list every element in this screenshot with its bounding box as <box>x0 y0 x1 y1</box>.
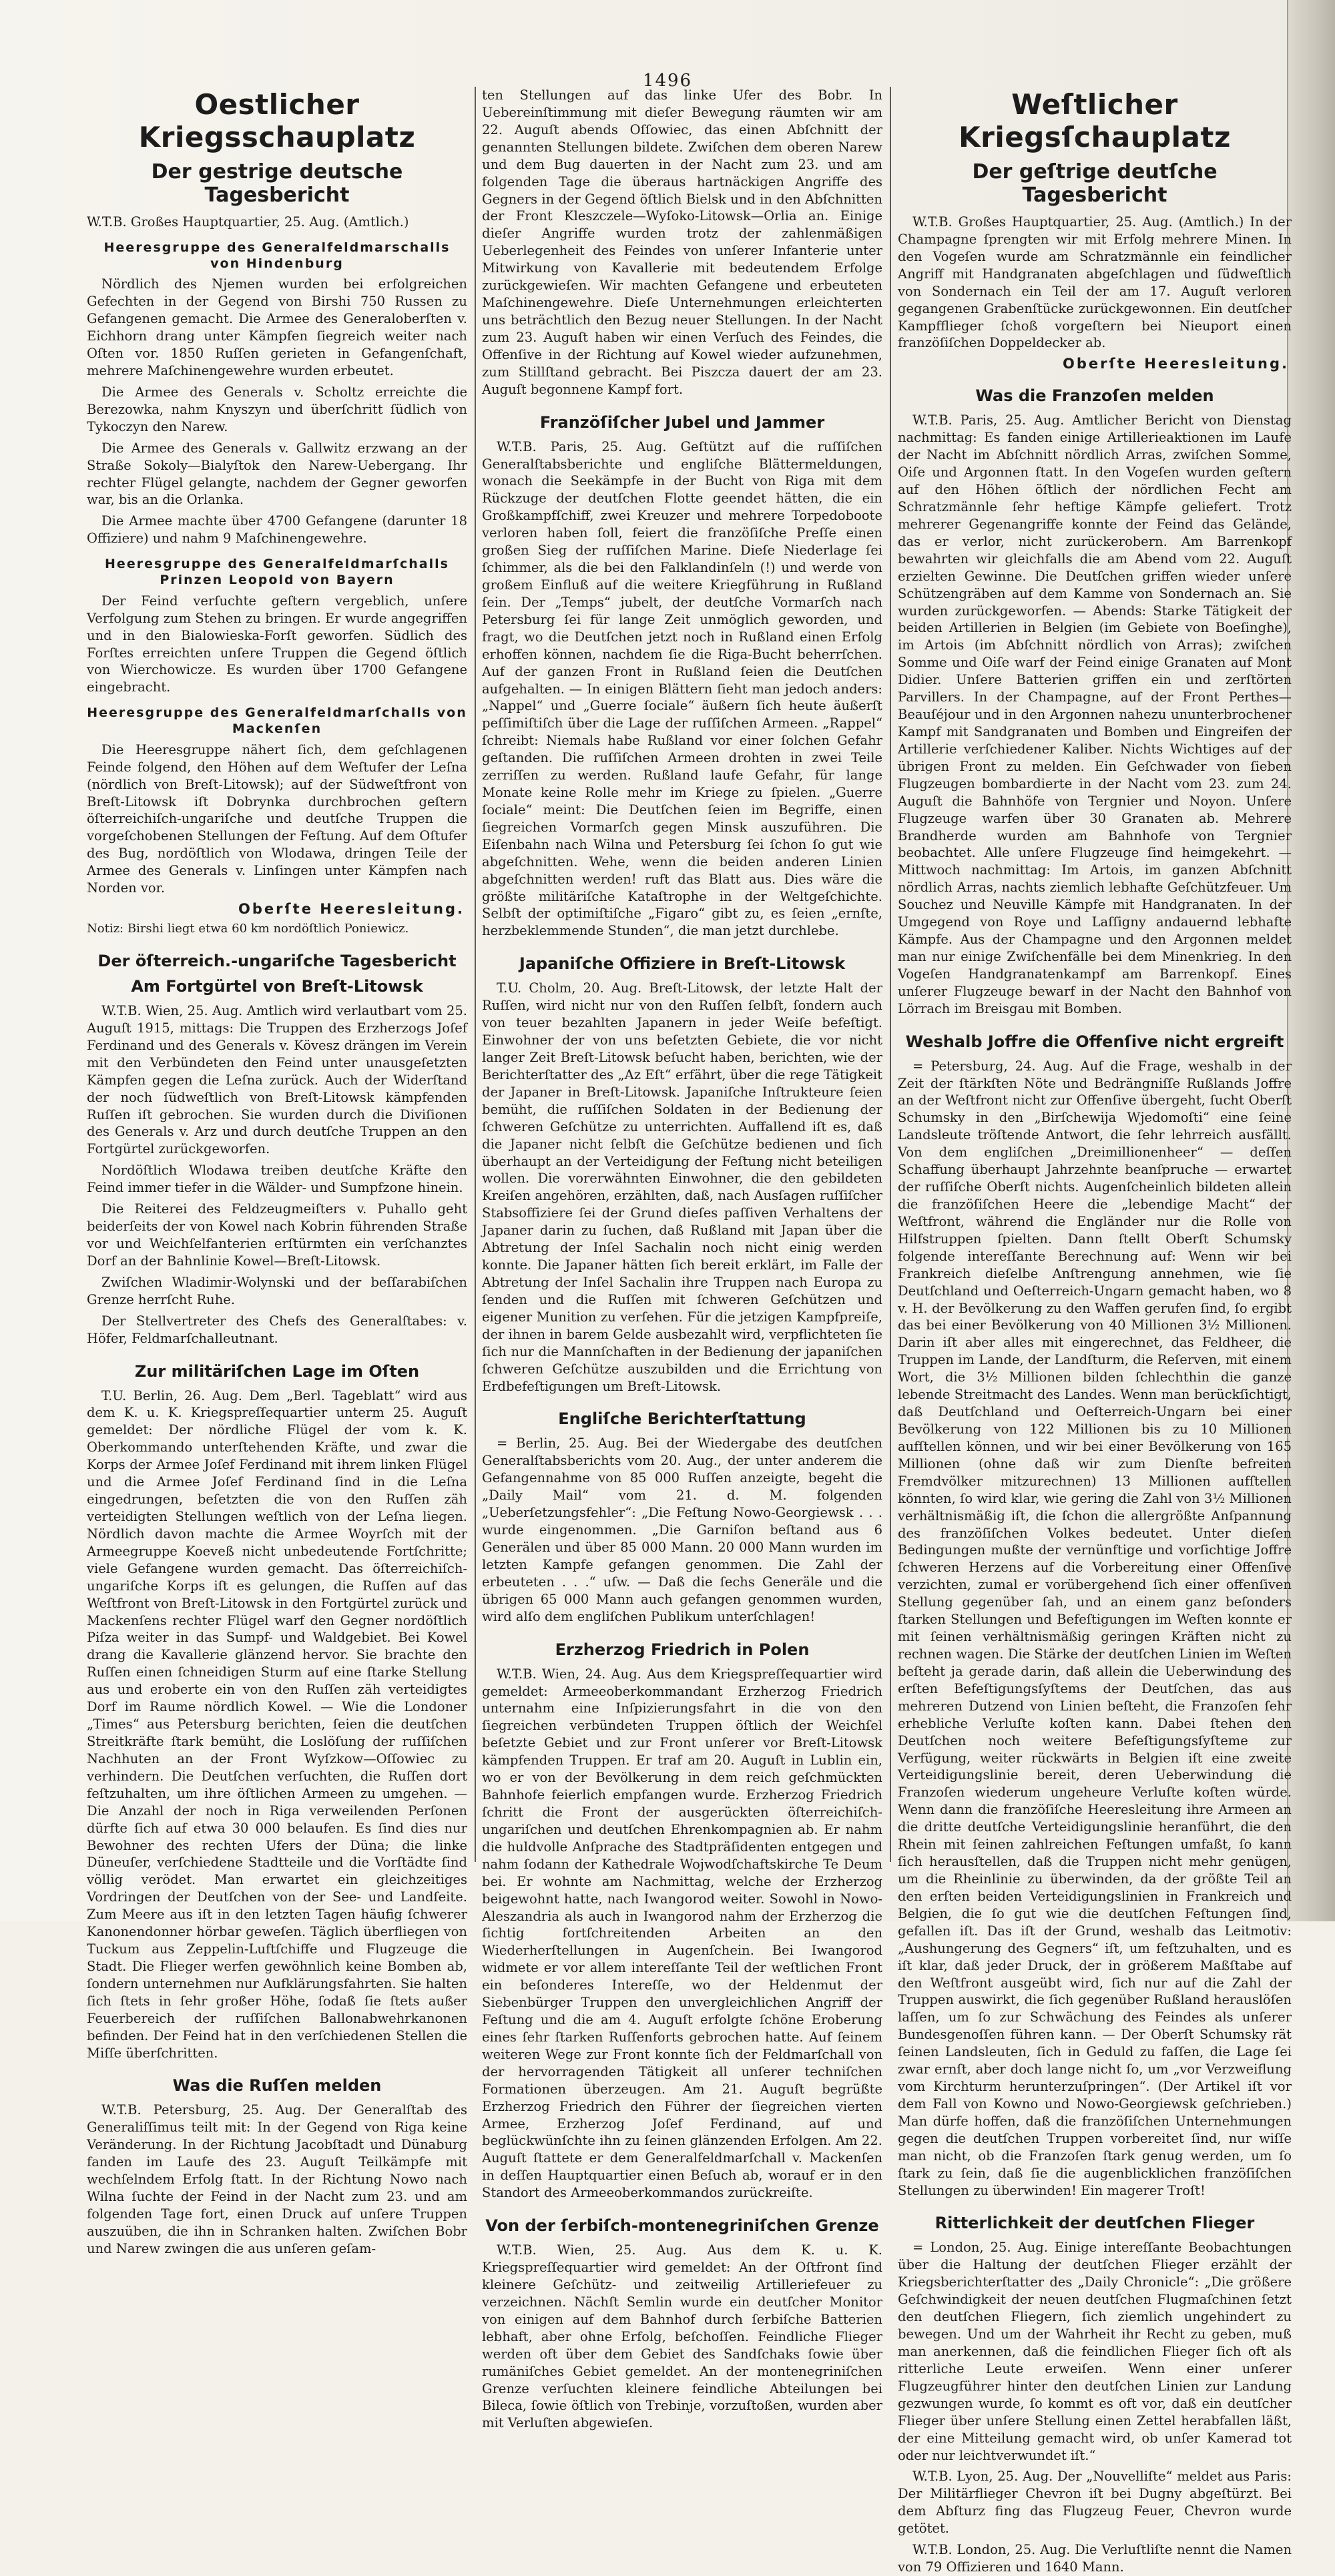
paragraph: Zwiſchen Wladimir-Wolynski und der beſſarabiſchen Grenze herrſcht Ruhe. <box>87 1274 467 1307</box>
western-front-title: Weſtlicher Kriegsſchauplatz <box>959 88 1231 153</box>
paragraph: W.T.B. Lyon, 25. Aug. Der „Nouvelliſte“ meldet aus Paris: Der Militärflieger Chevron iſt bei Dugny abgeſtürzt. Bei dem Abſturz fing das Flugzeug Feuer, Chevron wurde getötet. <box>898 2469 1292 2537</box>
french-joy-heading: Franzöſiſcher Jubel und Jammer <box>539 412 825 432</box>
column-divider-right <box>890 87 891 1862</box>
paragraph: Die Heeresgruppe nähert ſich, dem geſchlagenen Feinde folgend, den Höhen auf dem Weſtufer der Leſna (nördlich von Breſt-Litowsk); auf der Südweſtfront von Breſt-Litowsk iſt Dobrynka durchbrochen geſtern öſterreichiſch-ungariſche und deutſche Truppen die vorgeſchobenen Stellungen der Feſtung. Auf dem Oſtufer des Bug, nordöſtlich von Wlodawa, dringen Teile der Armee des Generals v. Linſingen unter Kämpfen nach Norden vor. <box>87 741 467 896</box>
dateline: W.T.B. Großes Hauptquartier, 25. Aug. (Amtlich.) <box>87 214 409 230</box>
paragraph: = Petersburg, 24. Aug. Auf die Frage, weshalb in der Zeit der ſtärkſten Nöte und Bedrängniſſe Rußlands Joffre an der Weſtfront nicht zur Offenſive übergeht, ſucht Oberſt Schumsky in den „Birſchewija Wjedomoſti“ eine ſeine Landsleute tröſtende Antwort, die ſehr lehrreich ausfällt. Von dem engliſchen „Dreimillionenheer“ — deſſen Schaffung überhaupt Jahrzehnte beanſpruche — erwartet der ruſſiſche Oberſt nichts. Augenſcheinlich bildeten allein die franzöſiſchen Heere die „lebendige Macht“ der Weſtfront, während die Engländer nur die Rolle von Hilfstruppen ſpielten. Dann ſtellt Oberſt Schumsky folgende intereſſante Berechnung auf: Wenn wir bei Frankreich dieſelbe Anſtrengung annehmen, wie ſie Deutſchland und Oeſterreich-Ungarn gemacht haben, wo 8 v. H. der Bevölkerung zu den Waffen gerufen ſind, ſo ergibt das bei einer Bevölkerung von 40 Millionen 3½ Millionen. Darin iſt aber alles mit eingerechnet, das Feldheer, die Truppen im Lande, der Landſturm, die Reſerven, mit einem Wort, die 3½ Millionen bilden ſchlechthin die ganze lebende Streitmacht des Landes. Wenn man berückſichtigt, daß Deutſchland und Oeſterreich-Ungarn bei einer Bevölkerung von 122 Millionen bis zu 10 Millionen aufſtellen können, und wir bei einer Bevölkerung von 165 Millionen (ohne daß wir zum Dienſte befreiten Fremdvölker mitzurechnen) 13 Millionen aufſtellen könnten, ſo wird klar, wie gering die Zahl von 3½ Millionen verhältnismäßig iſt, die ſchon die allergrößte Anſpannung des franzöſiſchen Volkes bedeutet. Unter dieſen Bedingungen mußte der vernünftige und vorſichtige Joffre ſchweren Herzens auf die Vorbereitung einer Offenſive verzichten, zumal er vorübergehend ſich einer offenſiven Stellung gegenüber ſah, und an einem ganz beſonders ſtarken Stellungen und Befeſtigungen im Weſten konnte er mit ſeinen verhältnismäßig geringen Kräften nicht zu rechnen wagen. Die Stärke der deutſchen Linien im Weſten beſteht ja gerade darin, daß allein die Ueberwindung des erſten Befeſtigungsſyſtems der Deutſchen, das aus mehreren Dutzend von Linien beſteht, die Franzoſen ſehr erhebliche Verluſte koſten kann. Dabei ſtehen den Deutſchen noch weitere Befeſtigungsſyſteme zur Verfügung, weiter rückwärts in Belgien iſt eine zweite Verteidigungslinie bereit, deren Ueberwindung die Franzoſen wiederum ungeheure Verluſte koſten würde. Wenn dann die franzöſiſche Heeresleitung ihre Armeen an die dritte deutſche Verteidigungslinie heranführt, die den Rhein mit ſeinen zahlreichen Feſtungen umfaßt, ſo kann ſich herausſtellen, daß die Truppen nicht mehr genügen, um die Rheinlinie zu überwinden, da der größte Teil an den erſten beiden Verteidigungslinien in Frankreich und Belgien, die ſo gut wie die deutſchen Feſtungen ſind, gefallen iſt. Das iſt der Grund, weshalb das Leitmotiv: „Aushungerung des Gegners“ iſt, um feſtzuhalten, und es iſt klar, daß jeder Druck, der in größerem Maßſtabe auf den Weſtfront ausgeübt wird, ſich nur auf die Zahl der Truppen auswirkt, die ſich gegenüber Rußland herauslöſen laſſen, um ſo zur Schwächung des Feindes als unſerer Bundesgenoſſen führen kann. — Der Oberſt Schumsky rät ſeinen Landsleuten, ſich in Geduld zu faſſen, die Lage ſei zwar ernſt, aber doch lange nicht ſo, um „vor Verzweiflung vom Kirchturm herunterzuſpringen“. (Der Artikel iſt vor dem Fall von Kowno und Nowo-Georgiewsk geſchrieben.) Man dürfe hoffen, daß die franzöſiſchen Unternehmungen gegen die deutſchen Truppen vorbereitet ſind, nur wiſſe man nicht, ob die Franzoſen ſtark genug werden, um ſo ſtark zu ſein, daß ſie die augenblicklichen franzöſiſchen Stellungen zu überwinden! Ein magerer Troſt! <box>898 1058 1292 2198</box>
army-group-mackensen-heading: Heeresgruppe des Generalfeldmarſchalls von Mackenſen <box>87 705 467 737</box>
paragraph: = London, 25. Aug. Einige intereſſante Beobachtungen über die Haltung der deutſchen Flieger erzählt der Kriegsberichterſtatter des „Daily Chronicle“: „Die größere Geſchwindigkeit der neuen deutſchen Flugmaſchinen ſetzt den deutſchen Fliegern, ſich ziemlich ungehindert zu bewegen. Und um der Wahrheit ihr Recht zu geben, muß man anerkennen, daß die feindlichen Flieger ſich oft als ritterliche Leute erweiſen. Wenn einer unſerer Flugzeugführer hinter den deutſchen Linien zur Landung gezwungen wurde, ſo kommt es oft vor, daß ein deutſcher Flieger über unſere Stellung einen Zettel herabfallen läßt, der eine Mitteilung gemacht wird, ob unſer Kamerad tot oder nur leichtverwundet iſt.“ <box>898 2240 1292 2463</box>
paragraph: W.T.B. Petersburg, 25. Aug. Der Generalſtab des Generaliſſimus teilt mit: In der Gegend von Riga keine Veränderung. In der Richtung Jacobſtadt und Dünaburg fanden im Laufe des 23. Auguſt Teilkämpfe mit wechſelndem Erfolg ſtatt. In der Richtung Nowo nach Wilna ſuchte der Feind in der Nacht zum 23. und am folgenden Tage fort, einen Druck auf unſere Truppen auszuüben, die ihn in Schranken halten. Zwiſchen Bobr und Narew zwingen die aus unſeren geſam- <box>87 2102 467 2256</box>
army-group-hindenburg-heading: Heeresgruppe des Generalfeldmarschalls von Hindenburg <box>103 240 451 271</box>
column-left <box>87 87 467 2256</box>
french-reports-heading: Was die Franzoſen melden <box>975 386 1214 406</box>
chivalry-aviators-heading: Ritterlichkeit der deutſchen Flieger <box>934 2214 1255 2233</box>
paragraph: Die Armee machte über 4700 Gefangene (darunter 18 Offiziere) und nahm 9 Maſchinengewehre. <box>87 513 467 547</box>
signature-deputy-chief: Der Stellvertreter des Chefs des Generalſtabes: v. Höfer, Feldmarſchalleutnant. <box>87 1313 467 1346</box>
column-right <box>898 87 1292 2575</box>
paragraph: W.T.B. Großes Hauptquartier, 25. Aug. (Amtlich.) In der Champagne ſprengten wir mit Erfolg mehrere Minen. In den Vogeſen wurde am Schratzmännle ein feindlicher Angriff mit Handgranaten abgeſchlagen und ſüdweſtlich von Sondernach ein Teil der am 17. Auguſt verloren gegangenen Grabenſtücke zurückgewonnen. Ein deutſcher Kampfflieger ſchoß vorgeſtern bei Nieuport einen franzöſiſchen Doppeldecker ab. <box>898 214 1292 351</box>
german-daily-report-heading-west: Der geſtrige deutſche Tagesbericht <box>972 160 1218 207</box>
paragraph: W.T.B. Wien, 24. Aug. Aus dem Kriegspreſſequartier wird gemeldet: Armeeoberkommandant Erzherzog Friedrich unternahm eine Inſpizierungsfahrt in die von den ſiegreichen verbündeten Truppen öſtlich der Weichſel beſetzte Gebiet und zur Front unſerer vor Breſt-Litowsk kämpfenden Truppen. Er traf am 20. Auguſt in Lublin ein, wo er von der Bevölkerung in dem reich geſchmückten Bahnhofe feierlich empfangen wurde. Erzherzog Friedrich ſchritt die Front der ausgerückten öſterreichiſch-ungariſchen und deutſchen Ehrenkompagnien ab. Er nahm die huldvolle Anſprache des Stadtpräſidenten entgegen und nahm ſodann der Kathedrale Wojwodſchaftskirche Te Deum bei. Er wohnte am Nachmittag, welche der Erzherzog beigewohnt hatte, nach Iwangorod weiter. Sowohl in Nowo-Aleszandria als auch in Iwangorod nahm der Erzherzog die ſichtig fortſchreitenden Arbeiten an den Wiederherſtellungen in Augenſchein. Bei Iwangorod widmete er vor allem intereſſante Teil der weſtlichen Front ein beſonderes Intereſſe, wo der Heldenmut der Siebenbürger Truppen den unvergleichlichen Angriff der Feſtung und die am 4. Auguſt erfolgte ſchöne Eroberung eines ſehr ſtarken Ruſſenforts gebrochen hatte. Auf ſeinem weiteren Wege zur Front konnte ſich der Feldmarſchall von der hervorragenden Tätigkeit all unſerer techniſchen Formationen überzeugen. Am 21. Auguſt begrüßte Erzherzog Friedrich den Führer der ſiegreichen vierten Armee, Erzherzog Joſef Ferdinand, auf und beglückwünſchte ihn zu ſeinen glänzenden Erfolgen. Am 22. Auguſt ſtattete er dem Generalfeldmarſchall v. Mackenſen in deſſen Hauptquartier einen Beſuch ab, worauf er in den Standort des Armeeoberkommandos zurückreiſte. <box>482 1666 882 2201</box>
german-daily-report-heading: Der gestrige deutsche Tagesbericht <box>151 160 403 207</box>
paragraph: = Berlin, 25. Aug. Bei der Wiedergabe des deutſchen Generalſtabsberichts vom 20. Aug., der unter anderem die Gefangennahme von 85 000 Ruſſen anzeigte, begeht die „Daily Mail“ vom 21. d. M. folgenden „Ueberſetzungsfehler“: „Die Feſtung Nowo-Georgiewsk . . . wurde eingenommen. „Die Garniſon beſtand aus 6 Generälen und über 85 000 Mann. 20 000 Mann wurden im letzten Kampfe gefangen genommen. Die Zahl der erbeuteten . . .“ uſw. — Daß die ſechs Generäle und die übrigen 65 000 Mann auch gefangen genommen wurden, wird alſo dem engliſchen Publikum unterſchlagen! <box>482 1435 882 1624</box>
paragraph: T.U. Berlin, 26. Aug. Dem „Berl. Tageblatt“ wird aus dem K. u. K. Kriegspreſſequartier unterm 25. Auguſt gemeldet: Der nördliche Flügel der vom k. K. Oberkommando unterſtehenden Kräfte, und zwar die Korps der Armee Joſef Ferdinand mit ihrem linken Flügel und die Armee Joſef Ferdinand ſind in die Leſna eingedrungen, beſetzten die von den Ruſſen zäh verteidigten Stellungen weſtlich von der Leſna liegen. Nördlich davon machte die Armee Woyrſch mit der Armeegruppe Koeveß nicht unbedeutende Fortſchritte; viele Gefangene wurden gemacht. Das öſterreichiſch-ungariſche Korps iſt es gelungen, die Ruſſen auf das Weſtfront von Breſt-Litowsk in den Fortgürtel zurück und Mackenſens rechter Flügel warf den Gegner nordöſtlich Piſza weiter in das Sumpf- und Waldgebiet. Bei Kowel drang die Kavallerie glänzend hervor. Sie brachte den Ruſſen einen ſchneidigen Sturm auf eine ſtarke Stellung aus und eroberte ein von den Ruſſen zäh verteidigtes Dorf im Raume nördlich Kowel. — Wie die Londoner „Times“ aus Petersburg berichten, ſeien die deutſchen Streitkräfte ſtark bemüht, die Loslöſung der ruſſiſchen Nachhuten an der Front Wyſzkow—Oſſowiec zu verhindern. Die Deutſchen verſuchten, die Ruſſen dort feſtzuhalten, um ihre öſtlichen Armeen zu umgehen. — Die Anzahl der noch in Riga verweilenden Perſonen dürfte ſich auf etwa 30 000 belaufen. Es ſind dies nur Bewohner des rechten Ufers der Düna; die linke Düneuſer, verſchiedene Stadtteile und die Vorſtädte ſind völlig verödet. Man erwartet ein gleichzeitiges Vordringen der Deutſchen von der See- und Landſeite. Zum Meere aus iſt in den letzten Tagen häufig ſchwerer Kanonendonner hörbar geweſen. Täglich überfliegen von Tuckum aus Zeppelin-Luftſchiffe und Flugzeuge die Stadt. Die Flieger werfen gewöhnlich keine Bomben ab, ſondern unternehmen nur Aufklärungsfahrten. Sie halten ſich ſtets in ſehr großer Höhe, ſodaß ſie ſtets außer Feuerbereich der ruſſiſchen Ballonabwehrkanonen befinden. Der Feind hat in den verſchiedenen Stellen die Miſſe überſchritten. <box>87 1387 467 2061</box>
japanese-officers-heading: Japaniſche Offiziere in Breſt-Litowsk <box>519 954 846 974</box>
paragraph: Der Feind verſuchte geſtern vergeblich, unſere Verfolgung zum Stehen zu bringen. Er wurde angegriffen und in den Bialowieska-Forſt geworfen. Südlich des Forſtes erreichten unſere Truppen die Gegend öſtlich von Wierchowicze. Es wurden über 1700 Gefangene eingebracht. <box>87 593 467 695</box>
english-reporting-heading: Engliſche Berichterſtattung <box>558 1409 806 1429</box>
paragraph: W.T.B. Wien, 25. Aug. Amtlich wird verlautbart vom 25. Auguſt 1915, mittags: Die Truppen des Erzherzogs Joſef Ferdinand und des Generals v. Kövesz drängen im Verein mit den Verbündeten den Feind unter unausgeſetzten Kämpfen gegen die Leſna zurück. Auch der Widerſtand der noch ſüdweſtlich von Breſt-Litowsk kämpfenden Ruſſen iſt gebrochen. Sie wurden durch die Diviſionen des Generals v. Arz und durch deutſche Truppen an den Fortgürtel zurückgeworfen. <box>87 1003 467 1157</box>
signature-high-command: Oberſte Heeresleitung. <box>238 901 465 918</box>
paragraph: W.T.B. Paris, 25. Aug. Geſtützt auf die ruſſiſchen Generalſtabsberichte und engliſche Blättermeldungen, wonach die Seekämpfe in der Bucht von Riga mit dem Rückzuge der deutſchen Flotte geendet hätten, die ein Großkampfſchiff, zwei Kreuzer und mehrere Torpedoboote verloren haben ſoll, feiert die franzöſiſche Preſſe einen großen Sieg der ruſſiſchen Marine. Dieſe Niederlage ſei ſchimmer, als die bei den Falklandinſeln (!) und werde von großem Einfluß auf die weitere Kriegführung in Rußland ſein. Der „Temps“ jubelt, der deutſche Vormarſch nach Petersburg ſei für lange Zeit unmöglich geworden, und fragt, wo die Deutſchen jetzt noch in Rußland einen Erfolg erhoffen können, nachdem ſie die Riga-Bucht beherrſchen. Auf der ganzen Front in Rußland ſeien die Deutſchen aufgehalten. — In einigen Blättern ſieht man jedoch anders: „Nappel“ und „Guerre ſociale“ äußern ſich heute äußerſt peſſimiſtiſch über die Lage der ruſſiſchen Armeen. „Rappel“ ſchreibt: Niemals habe Rußland vor einer ſolchen Gefahr geſtanden. Die ruſſiſchen Armeen drohten in zwei Teile zerriſſen zu werden. Rußland laufe Gefahr, für lange Monate keine Rolle mehr im Kriege zu ſpielen. „Guerre ſociale“ meint: Die Deutſchen ſeien im Begriffe, einen ſiegreichen Vormarſch gegen Minsk auszuführen. Die Eiſenbahn nach Wilna und Petersburg ſei ſchon ſo gut wie abgeſchnitten. Wehe, wenn die beiden anderen Linien abgeſchnitten werden! ruft das Blatt aus. Dies wäre die größte militäriſche Kataſtrophe in der Weltgeſchichte. Selbſt der optimiſtiſche „Figaro“ gibt zu, es ſeien „ernſte, herzbeklemmende Stunden“, die man jetzt durchlebe. <box>482 438 882 939</box>
paragraph-continued: ten Stellungen auf das linke Ufer des Bobr. In Uebereinſtimmung mit dieſer Bewegung räumten wir am 22. Auguſt abends Oſſowiec, das einen Abſchnitt der genannten Stellungen bildete. Zwiſchen dem oberen Narew und dem Bug dauerten in der Nacht zum 23. und am folgenden Tage die überaus hartnäckigen Angriffe des Gegners in der Gegend öſtlich Bielsk und in den Abſchnitten der Front Kleszczele—Wyſoko-Litowsk—Orlia an. Einige dieſer Angriffe wurden trotz der zahlenmäßigen Ueberlegenheit des Feindes von unſerer Infanterie unter Mitwirkung von Kavallerie mit bedeutendem Erfolge zurückgewieſen. Wir machten Gefangene und erbeuteten Maſchinengewehre. Dieſe Unternehmungen erleichterten uns beträchtlich den Bezug neuer Stellungen. In der Nacht zum 23. Auguſt haben wir einen Verſuch des Feindes, die Offenſive in der Richtung auf Kowel wieder aufzunehmen, zum Stillſtand gebracht. Bei Piszcza dauert der am 23. Auguſt begonnene Kampf fort. <box>482 87 882 397</box>
column-divider-left <box>475 87 476 1862</box>
military-situation-heading: Zur militäriſchen Lage im Oſten <box>134 1361 420 1381</box>
austro-hungarian-report-heading: Der öſterreich.-ungariſche Tagesbericht <box>97 952 457 971</box>
archduke-friedrich-heading: Erzherzog Friedrich in Polen <box>555 1640 810 1659</box>
page-number: 1496 <box>642 71 693 91</box>
signature-high-command-west: Oberſte Heeresleitung. <box>1063 356 1289 372</box>
paragraph: Die Armee des Generals v. Gallwitz erzwang an der Straße Sokoly—Bialyſtok den Narew-Uebergang. Ihr rechter Flügel gelangte, nachdem der Gegner geworfen war, bis an die Orlanka. <box>87 440 467 508</box>
eastern-front-title: Oestlicher Kriegsschauplatz <box>138 88 416 153</box>
russian-reports-heading: Was die Ruſſen melden <box>172 2076 382 2096</box>
paragraph: W.T.B. London, 25. Aug. Die Verluſtliſte nennt die Namen von 79 Offizieren und 1640 Mann. <box>898 2542 1292 2575</box>
paragraph: T.U. Cholm, 20. Aug. Breſt-Litowsk, der letzte Halt der Ruſſen, wird nicht nur von den Ruſſen ſelbſt, ſondern auch von teuer bezahlten Japanern in jeder Weiſe befeſtigt. Einwohner der von uns beſetzten Gebiete, die vor nicht langer Zeit Breſt-Litowsk beſucht haben, berichten, wie der Berichterſtatter des „Az Eſt“ erfährt, über die rege Tätigkeit der Japaner in Breſt-Litowsk. Japaniſche Inſtrukteure ſeien bemüht, die ruſſiſchen Soldaten in der Bedienung der ſchweren Geſchütze zu unterrichten. Auffallend iſt es, daß die Japaner nicht ſelbſt die Geſchütze bedienen und ſich überhaupt an der Verteidigung der Feſtung nicht beteiligen wollen. Die vorerwähnten Einwohner, die den gebildeten Kreiſen angehören, erzählten, daß, nach Ausſagen ruſſiſcher Stabsoffiziere ſei der Grund dieſes paſſiven Verhaltens der Japaner darin zu ſuchen, daß Rußland mit Japan über die Abtretung der Inſel Sachalin noch nicht einig werden konnte. Die Japaner hätten ſich bereit erklärt, im Falle der Abtretung der Inſel Sachalin ihre Truppen nach Europa zu ſenden und die Ruſſen mit ſchweren Geſchützen und eigener Munition zu verſehen. Für die jetzigen Kampfpreiſe, der ihnen in barem Gelde ausbezahlt wird, verpflichteten ſie ſich nur die Mannſchaften in der Bedienung der japaniſchen ſchweren Geſchütze auszubilden und die Errichtung von Erdbefeſtigungen um Breſt-Litowsk. <box>482 980 882 1394</box>
fortress-belt-subheading: Am Fortgürtel von Breſt-Litowsk <box>131 977 423 996</box>
paragraph: Die Reiterei des Feldzeugmeiſters v. Puhallo geht beiderſeits der von Kowel nach Kobrin führenden Straße vor und Weichſelfanterien erſtürmten ein verſchanztes Dorf an der Bahnlinie Kowel—Breſt-Litowsk. <box>87 1201 467 1269</box>
paragraph: Nordöſtlich Wlodawa treiben deutſche Kräfte den Feind immer tiefer in die Wälder- und Sumpfzone hinein. <box>87 1163 467 1196</box>
army-group-leopold-heading: Heeresgruppe des Generalfeldmarſchalls Prinzen Leopold von Bayern <box>105 557 449 587</box>
paragraph: Die Armee des Generals v. Scholtz erreichte die Berezowka, nahm Knyszyn und überſchritt ſüdlich von Tykoczyn den Narew. <box>87 384 467 434</box>
note: Notiz: Birshi liegt etwa 60 km nordöſtlich Poniewicz. <box>87 922 409 936</box>
paragraph: W.T.B. Paris, 25. Aug. Amtlicher Bericht von Dienstag nachmittag: Es fanden einige Artillerieaktionen im Laufe der Nacht im Abſchnitt nördlich Arras, zwiſchen Somme, Oiſe und Argonnen ſtatt. In den Vogeſen wurden geſtern auf den Höhen öſtlich der nördlichen Fecht am Schratzmännle ſehr heftige Kämpfe geliefert. Trotz mehrerer Gegenangriffe konnte der Feind das Gelände, das er verlor, nicht zurückerobern. Am Barrenkopf bewahrten wir gleichfalls die am Abend vom 22. Auguſt erzielten Gewinne. Die Deutſchen griffen wieder unſere Schützengräben auf dem Kamme von Sondernach an. Sie wurden zurückgeworfen. — Abends: Starke Tätigkeit der beiden Artillerien in Belgien (im Gebiete von Boeſinghe), im Artois (im Abſchnitt nördlich von Arras); zwiſchen Somme und Oiſe warf der Feind einige Granaten auf Mont Didier. Unſere Batterien griffen ein und zerſtörten Parvillers. In der Champagne, auf der Front Perthes—Beauſéjour und in den Argonnen nahezu ununterbrochener Kampf mit Sandgranaten und Bomben und Eingreifen der Artillerie verſchiedener Kaliber. Nichts Wichtiges auf der übrigen Front zu melden. Ein Geſchwader von ſieben Flugzeugen bombardierte in der Nacht vom 23. zum 24. Auguſt die Bahnhöfe von Tergnier und Noyon. Unſere Flugzeuge warfen über 30 Granaten ab. Mehrere Brandherde wurden am Bahnhofe von Tergnier beobachtet. Alle unſere Flugzeuge ſind heimgekehrt. — Mittwoch nachmittag: Im Artois, im ganzen Abſchnitt nördlich Arras, nachts ziemlich lebhafte Geſchützfeuer. Um Souchez und Neuville Kämpfe mit Handgranaten. In der Umgegend von Roye und Laſſigny andauernd lebhafte Kämpfe. Aus der Champagne und den Argonnen meldet man nur einige Zwiſchenfälle bei dem Minenkrieg. In den Vogeſen Handgranatenkampf am Barrenkopf. Eines unſerer Flugzeuge bewarf in der Nacht den Bahnhof von Lörrach im Breisgau mit Bomben. <box>898 412 1292 1016</box>
page-binding-edge <box>1287 0 1335 1921</box>
column-middle <box>482 87 882 2431</box>
paragraph: W.T.B. Wien, 25. Aug. Aus dem K. u. K. Kriegspreſſequartier wird gemeldet: An der Oſtfront ſind kleinere Geſchütz- und zeitweilig Artilleriefeuer zu verzeichnen. Nächſt Semlin wurde ein deutſcher Monitor von einigen auf dem Bahnhof durch ſerbiſche Batterien lebhaft, aber ohne Erfolg, beſchoſſen. Feindliche Flieger werden oft über dem Gebiet des Sandſchaks ſowie über rumäniſches Gebiet gemeldet. An der montenegriniſchen Grenze verſuchten kleinere feindliche Abteilungen bei Bileca, ſowie öſtlich von Trebinje, vorzuſtoßen, wurden aber mit Verluſten abgewieſen. <box>482 2242 882 2431</box>
joffre-offensive-heading: Weshalb Joffre die Offenſive nicht ergreift <box>905 1032 1284 1051</box>
serbian-border-heading: Von der ſerbiſch-montenegriniſchen Grenze <box>485 2216 879 2236</box>
paragraph: Nördlich des Njemen wurden bei erfolgreichen Gefechten in der Gegend von Birshi 750 Russen zu Gefangenen gemacht. Die Armee des Generaloberſten v. Eichhorn drang unter Kämpfen ſiegreich weiter nach Oſten vor. 1850 Ruſſen gerieten in Gefangenſchaft, mehrere Maſchinengewehre wurden erbeutet. <box>87 276 467 379</box>
